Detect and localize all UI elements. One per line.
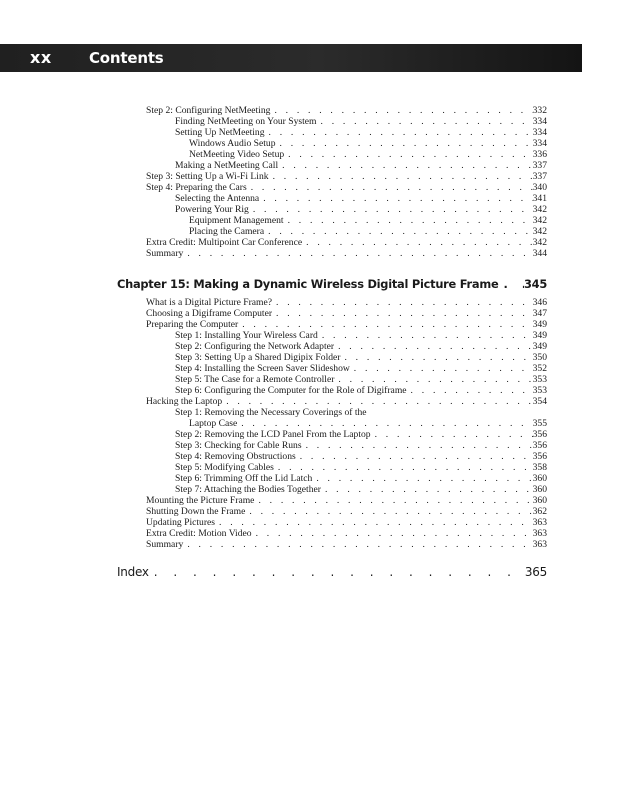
dot-leader xyxy=(237,418,532,429)
toc-entry-title: Equipment Management xyxy=(189,215,284,226)
dot-leader xyxy=(270,105,532,116)
toc-entry-title: Extra Credit: Motion Video xyxy=(146,528,252,539)
toc-entry[interactable] xyxy=(189,149,547,160)
toc-entry[interactable] xyxy=(146,297,547,308)
toc-entry[interactable] xyxy=(146,517,547,528)
toc-entry[interactable] xyxy=(146,319,547,330)
dot-leader xyxy=(215,517,533,528)
chapter-page: 345 xyxy=(523,277,547,291)
dot-leader xyxy=(321,484,533,495)
toc-entry-title: Step 2: Removing the LCD Panel From the Laptop xyxy=(175,429,371,440)
toc-entry-page: 360 xyxy=(532,495,547,506)
dot-leader xyxy=(269,171,533,182)
toc-entry-page: 334 xyxy=(532,116,547,127)
dot-leader xyxy=(254,495,532,506)
toc-entry[interactable] xyxy=(146,182,547,193)
toc-entry[interactable] xyxy=(175,127,547,138)
dot-leader xyxy=(274,462,533,473)
toc-entry-title: Step 3: Checking for Cable Runs xyxy=(175,440,302,451)
dot-leader xyxy=(252,528,533,539)
toc-entry-page: 360 xyxy=(532,473,547,484)
toc-entry-title: Hacking the Laptop xyxy=(146,396,223,407)
toc-entry-page: 354 xyxy=(532,396,547,407)
toc-entry-page: 347 xyxy=(532,308,547,319)
dot-leader xyxy=(149,565,525,579)
toc-entry[interactable] xyxy=(175,451,547,462)
toc-entry-title: Step 4: Installing the Screen Saver Slideshow xyxy=(175,363,350,374)
dot-leader xyxy=(296,451,533,462)
toc-entry-title: Summary xyxy=(146,248,184,259)
toc-entry-title: Step 3: Setting Up a Shared Digipix Folder xyxy=(175,352,341,363)
dot-leader xyxy=(350,363,533,374)
toc-entry-title: Step 4: Removing Obstructions xyxy=(175,451,296,462)
toc-entry-page: 356 xyxy=(532,429,547,440)
toc-entry[interactable] xyxy=(189,215,547,226)
toc-entry-title: Selecting the Antenna xyxy=(175,193,260,204)
dot-leader xyxy=(312,473,532,484)
toc-entry[interactable] xyxy=(146,308,547,319)
toc-entry-page: 353 xyxy=(532,385,547,396)
dot-leader xyxy=(183,539,532,550)
toc-entry-page: 353 xyxy=(532,374,547,385)
toc-entry-page: 349 xyxy=(532,341,547,352)
toc-entry-page: 342 xyxy=(532,237,547,248)
toc-entry[interactable] xyxy=(146,528,547,539)
toc-entry-title: Making a NetMeeting Call xyxy=(175,160,279,171)
toc-entry-page: 360 xyxy=(532,484,547,495)
toc-entry[interactable] xyxy=(175,407,367,418)
dot-leader xyxy=(249,204,533,215)
dot-leader xyxy=(340,352,532,363)
page-title: Contents xyxy=(89,49,164,67)
dot-leader xyxy=(238,319,532,330)
toc-entry-page: 332 xyxy=(532,105,547,116)
toc-entry-title: Setting Up NetMeeting xyxy=(175,127,265,138)
toc-entry[interactable] xyxy=(146,171,547,182)
toc-entry-page: 358 xyxy=(532,462,547,473)
toc-entry-title: Step 4: Preparing the Cars xyxy=(146,182,247,193)
toc-entry-title: Step 3: Setting Up a Wi-Fi Link xyxy=(146,171,269,182)
toc-entry-title: Windows Audio Setup xyxy=(189,138,276,149)
toc-entry[interactable] xyxy=(175,160,547,171)
toc-entry[interactable] xyxy=(175,330,547,341)
dot-leader xyxy=(317,116,533,127)
toc-entry-title: Finding NetMeeting on Your System xyxy=(175,116,317,127)
toc-entry[interactable] xyxy=(175,352,547,363)
dot-leader xyxy=(407,385,533,396)
toc-entry[interactable] xyxy=(175,193,547,204)
dot-leader xyxy=(245,506,532,517)
toc-entry[interactable] xyxy=(146,539,547,550)
dot-leader xyxy=(334,341,533,352)
dot-leader xyxy=(272,308,533,319)
dot-leader xyxy=(222,396,532,407)
toc-entry-page: 352 xyxy=(532,363,547,374)
dot-leader xyxy=(276,138,533,149)
toc-entry-page: 342 xyxy=(532,215,547,226)
dot-leader xyxy=(284,149,532,160)
toc-entry[interactable] xyxy=(146,396,547,407)
index-heading[interactable] xyxy=(117,565,547,579)
toc-entry-title: Step 6: Configuring the Computer for the Role of Digiframe xyxy=(175,385,407,396)
toc-entry[interactable] xyxy=(189,226,547,237)
dot-leader xyxy=(259,193,532,204)
page-number: xx xyxy=(30,48,52,67)
toc-entry[interactable] xyxy=(146,506,547,517)
toc-entry-page: 341 xyxy=(532,193,547,204)
toc-entry[interactable] xyxy=(146,105,547,116)
toc-entry-page: 362 xyxy=(532,506,547,517)
toc-entry-title: Laptop Case xyxy=(189,418,238,429)
dot-leader xyxy=(371,429,533,440)
toc-entry-page: 336 xyxy=(532,149,547,160)
index-title: Index xyxy=(117,565,149,579)
toc-entry[interactable] xyxy=(175,116,547,127)
dot-leader xyxy=(278,160,532,171)
header-bar xyxy=(0,44,582,72)
chapter-title: Chapter 15: Making a Dynamic Wireless Digital Picture Frame xyxy=(117,277,499,291)
toc-entry-page: 337 xyxy=(532,171,547,182)
toc-entry-title: Extra Credit: Multipoint Car Conference xyxy=(146,237,303,248)
toc-entry-page: 349 xyxy=(532,330,547,341)
toc-entry-title: NetMeeting Video Setup xyxy=(189,149,285,160)
dot-leader xyxy=(302,237,532,248)
toc-entry-title: Step 6: Trimming Off the Lid Latch xyxy=(175,473,313,484)
dot-leader xyxy=(318,330,533,341)
dot-leader xyxy=(264,226,532,237)
toc-entry[interactable] xyxy=(189,418,547,429)
toc-entry-page: 342 xyxy=(532,204,547,215)
toc-entry-page: 349 xyxy=(532,319,547,330)
toc-entry-title: Step 5: The Case for a Remote Controller xyxy=(175,374,335,385)
toc-entry[interactable] xyxy=(175,341,547,352)
toc-entry[interactable] xyxy=(175,473,547,484)
toc-entry-page: 355 xyxy=(532,418,547,429)
toc-entry-page: 334 xyxy=(532,127,547,138)
toc-entry[interactable] xyxy=(146,237,547,248)
toc-entry-page: 350 xyxy=(532,352,547,363)
dot-leader xyxy=(334,374,532,385)
dot-leader xyxy=(272,297,533,308)
index-page: 365 xyxy=(524,565,547,579)
toc-entry-title: Placing the Camera xyxy=(189,226,265,237)
toc-entry-title: Updating Pictures xyxy=(146,517,216,528)
toc-entry-title: Step 7: Attaching the Bodies Together xyxy=(175,484,321,495)
toc-entry[interactable] xyxy=(175,484,547,495)
toc-entry-title: Step 2: Configuring NetMeeting xyxy=(146,105,271,116)
toc-entry-page: 356 xyxy=(532,451,547,462)
dot-leader xyxy=(302,440,533,451)
dot-leader xyxy=(265,127,533,138)
toc-entry[interactable] xyxy=(175,204,547,215)
toc-entry-page: 334 xyxy=(532,138,547,149)
toc-entry-page: 342 xyxy=(532,226,547,237)
toc-entry-title: Step 1: Removing the Necessary Coverings of the xyxy=(175,407,367,418)
toc-entry[interactable] xyxy=(175,374,547,385)
toc-entry-title: Summary xyxy=(146,539,184,550)
chapter-heading[interactable] xyxy=(117,277,547,291)
toc-entry-title: Step 1: Installing Your Wireless Card xyxy=(175,330,318,341)
toc-entry-page: 356 xyxy=(532,440,547,451)
toc-entry-title: Step 5: Modifying Cables xyxy=(175,462,274,473)
toc-entry[interactable] xyxy=(175,429,547,440)
toc-entry-title: Mounting the Picture Frame xyxy=(146,495,255,506)
toc-entry-title: Choosing a Digiframe Computer xyxy=(146,308,273,319)
dot-leader xyxy=(247,182,533,193)
dot-leader xyxy=(183,248,532,259)
toc-entry[interactable] xyxy=(175,363,547,374)
toc-entry-title: Powering Your Rig xyxy=(175,204,249,215)
toc-entry[interactable] xyxy=(175,462,547,473)
dot-leader xyxy=(284,215,533,226)
dot-leader xyxy=(498,277,524,291)
toc-entry-page: 337 xyxy=(532,160,547,171)
toc-entry-page: 363 xyxy=(532,539,547,550)
toc-entry[interactable] xyxy=(146,248,547,259)
toc-entry-page: 363 xyxy=(532,517,547,528)
toc-entry-page: 344 xyxy=(532,248,547,259)
toc-entry-title: Step 2: Configuring the Network Adapter xyxy=(175,341,335,352)
toc-entry[interactable] xyxy=(175,440,547,451)
toc-entry-page: 346 xyxy=(532,297,547,308)
toc-entry[interactable] xyxy=(175,385,547,396)
toc-entry[interactable] xyxy=(189,138,547,149)
toc-entry-title: Shutting Down the Frame xyxy=(146,506,246,517)
toc-entry-title: What is a Digital Picture Frame? xyxy=(146,297,273,308)
toc-entry-page: 340 xyxy=(532,182,547,193)
toc-entry-title: Preparing the Computer xyxy=(146,319,239,330)
toc-entry[interactable] xyxy=(146,495,547,506)
toc-entry-page: 363 xyxy=(532,528,547,539)
